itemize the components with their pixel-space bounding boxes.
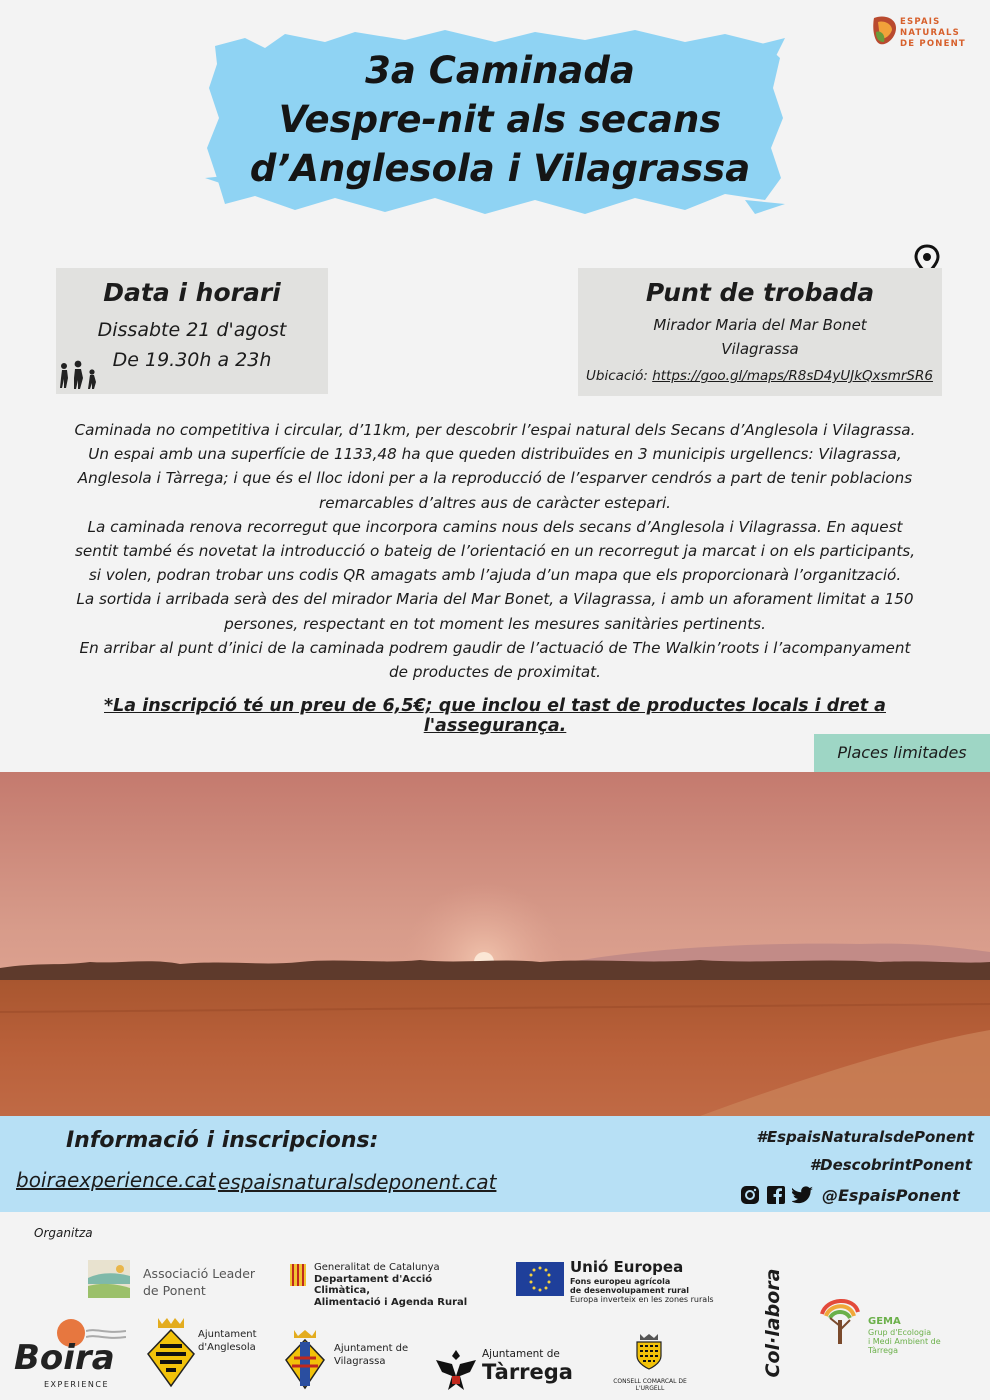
generalitat-line-1: Generalitat de Catalunya xyxy=(314,1262,440,1273)
date-line: Dissabte 21 d'agost xyxy=(97,319,287,341)
meeting-box-title: Punt de trobada xyxy=(645,278,875,307)
vilagrassa-line-2: Vilagrassa xyxy=(334,1356,386,1367)
hashtag-2: #DescobrintPonent xyxy=(809,1156,972,1174)
title-line-1: 3a Caminada xyxy=(365,49,635,92)
meeting-place: Mirador Maria del Mar Bonet xyxy=(653,316,867,334)
eu-line-3: Europa inverteix en les zones rurals xyxy=(570,1295,714,1304)
brand-line-1: ESPAIS xyxy=(900,17,941,27)
location-row xyxy=(586,368,933,384)
gema-logo xyxy=(818,1290,968,1355)
info-title: Informació i inscripcions: xyxy=(66,1128,379,1153)
title-line-3: d’Anglesola i Vilagrassa xyxy=(249,147,751,190)
sunset-landscape-photo xyxy=(0,772,990,1116)
description-line: persones, respectant en tot moment les mesures sanitàries pertinents. xyxy=(224,614,766,633)
espais-naturals-link[interactable]: espaisnaturalsdeponent.cat xyxy=(218,1170,497,1194)
price-note: *La inscripció té un preu de 6,5€; que inclou el tast de productes locals i dret a l'assegurança. xyxy=(104,696,886,736)
gema-line-1: Grup d'Ecologia xyxy=(868,1328,932,1337)
twitter-icon[interactable] xyxy=(792,1185,814,1205)
leader-line-2: de Ponent xyxy=(143,1283,206,1298)
date-time-box xyxy=(56,268,328,394)
collaborates-label xyxy=(752,1268,792,1378)
leader-ponent-logo xyxy=(88,1258,258,1302)
boira-sub: EXPERIENCE xyxy=(44,1380,110,1389)
maps-link[interactable]: https://goo.gl/maps/R8sD4yUJkQxsmrSR6 xyxy=(652,368,933,384)
meeting-town: Vilagrassa xyxy=(721,340,799,358)
leader-line-1: Associació Leader xyxy=(143,1266,256,1281)
social-handle: @EspaisPonent xyxy=(822,1185,960,1205)
gema-title: GEMA xyxy=(868,1316,901,1327)
walking-family-icon xyxy=(56,360,102,390)
description-line: La caminada renova recorregut que incorpora camins nous dels secans d’Anglesola i Vilagrassa. En aquest xyxy=(87,517,903,536)
hashtag-1: #EspaisNaturalsdePonent xyxy=(756,1128,974,1146)
description-line: sentit també és novetat la introducció o bateig de l’orientació en un recorregut ja marcat i on els participants, xyxy=(74,542,916,561)
tarrega-logo xyxy=(434,1346,573,1392)
description-line: En arribar al punt d’inici de la caminada podrem gaudir de l’actuació de The Walkin’roots i l’acompanyament xyxy=(79,638,911,657)
description-line: La sortida i arribada serà des del mirador Maria del Mar Bonet, a Vilagrassa, i amb un aforament limitat a 150 xyxy=(76,590,914,609)
tarrega-name: Tàrrega xyxy=(482,1360,573,1384)
instagram-icon[interactable] xyxy=(740,1185,760,1205)
eu-line-2: de desenvolupament rural xyxy=(570,1286,690,1295)
anglesola-line-1: Ajuntament xyxy=(198,1329,257,1340)
meeting-point-box xyxy=(578,268,942,396)
generalitat-line-3: Alimentació i Agenda Rural xyxy=(314,1296,468,1308)
anglesola-line-2: d'Anglesola xyxy=(198,1342,256,1353)
description-line: si volen, podran trobar uns codis QR amagats amb l’ajuda d’un mapa que els proporcionarà l’organització. xyxy=(88,566,902,585)
organizers-label: Organitza xyxy=(34,1226,93,1240)
anglesola-logo xyxy=(146,1316,266,1392)
description-line: Anglesola i Tàrrega; i que és el lloc idoni per a la reproducció de l’esparver cendrós a part de tenir poblacions xyxy=(77,469,913,488)
brand-line-2: NATURALS xyxy=(900,28,960,38)
time-line: De 19.30h a 23h xyxy=(112,349,272,371)
event-title xyxy=(220,46,780,193)
location-label: Ubicació: xyxy=(586,368,648,384)
description-line: Caminada no competitiva i circular, d’11km, per descobrir l’espai natural dels Secans d’Anglesola i Vilagrassa. xyxy=(74,421,916,439)
anglesola-shield-icon xyxy=(146,1316,196,1388)
gema-line-2: i Medi Ambient de Tàrrega xyxy=(868,1337,941,1355)
collabora-text: Col·labora xyxy=(762,1268,784,1378)
vilagrassa-line-1: Ajuntament de xyxy=(334,1343,409,1354)
boira-experience-logo xyxy=(14,1316,144,1392)
urgell-shield-icon xyxy=(634,1332,664,1370)
vilagrassa-shield-icon xyxy=(284,1328,326,1390)
facebook-icon[interactable] xyxy=(766,1185,786,1205)
brand-line-3: DE PONENT xyxy=(900,39,966,49)
eu-line-1: Fons europeu agrícola xyxy=(570,1277,671,1286)
tarrega-top: Ajuntament de xyxy=(482,1348,560,1360)
info-band xyxy=(0,1116,990,1212)
vilagrassa-logo xyxy=(284,1328,414,1392)
espais-naturals-logo xyxy=(870,14,982,54)
senyera-icon xyxy=(290,1264,306,1286)
generalitat-logo xyxy=(290,1262,490,1308)
urgell-text: CONSELL COMARCAL DE L'URGELL xyxy=(613,1378,687,1392)
eu-title: Unió Europea xyxy=(570,1258,684,1276)
places-limited-tag: Places limitades xyxy=(814,734,990,772)
generalitat-line-2: Departament d'Acció Climàtica, xyxy=(314,1273,433,1296)
boira-link[interactable]: boiraexperience.cat xyxy=(16,1168,216,1192)
consell-urgell-logo xyxy=(600,1332,700,1392)
leader-landscape-icon xyxy=(88,1260,130,1298)
date-box-title: Data i horari xyxy=(103,278,281,307)
brand-leaf-icon xyxy=(870,14,900,48)
description-line: de productes de proximitat. xyxy=(389,663,601,682)
description-line: remarcables d’altres aus de caràcter estepari. xyxy=(318,493,672,512)
event-description xyxy=(50,418,940,684)
gema-tree-icon xyxy=(818,1290,862,1346)
eu-feader-logo xyxy=(516,1258,716,1302)
social-row xyxy=(740,1184,960,1206)
boira-wordmark: Boira xyxy=(14,1338,115,1378)
description-line: Un espai amb una superfície de 1133,48 ha que queden distribuïdes en 3 municipis urgellencs: Vilagrassa, xyxy=(88,445,902,464)
eu-flag-icon xyxy=(516,1262,564,1296)
tarrega-eagle-icon xyxy=(434,1346,478,1392)
title-line-2: Vespre-nit als secans xyxy=(278,98,722,141)
